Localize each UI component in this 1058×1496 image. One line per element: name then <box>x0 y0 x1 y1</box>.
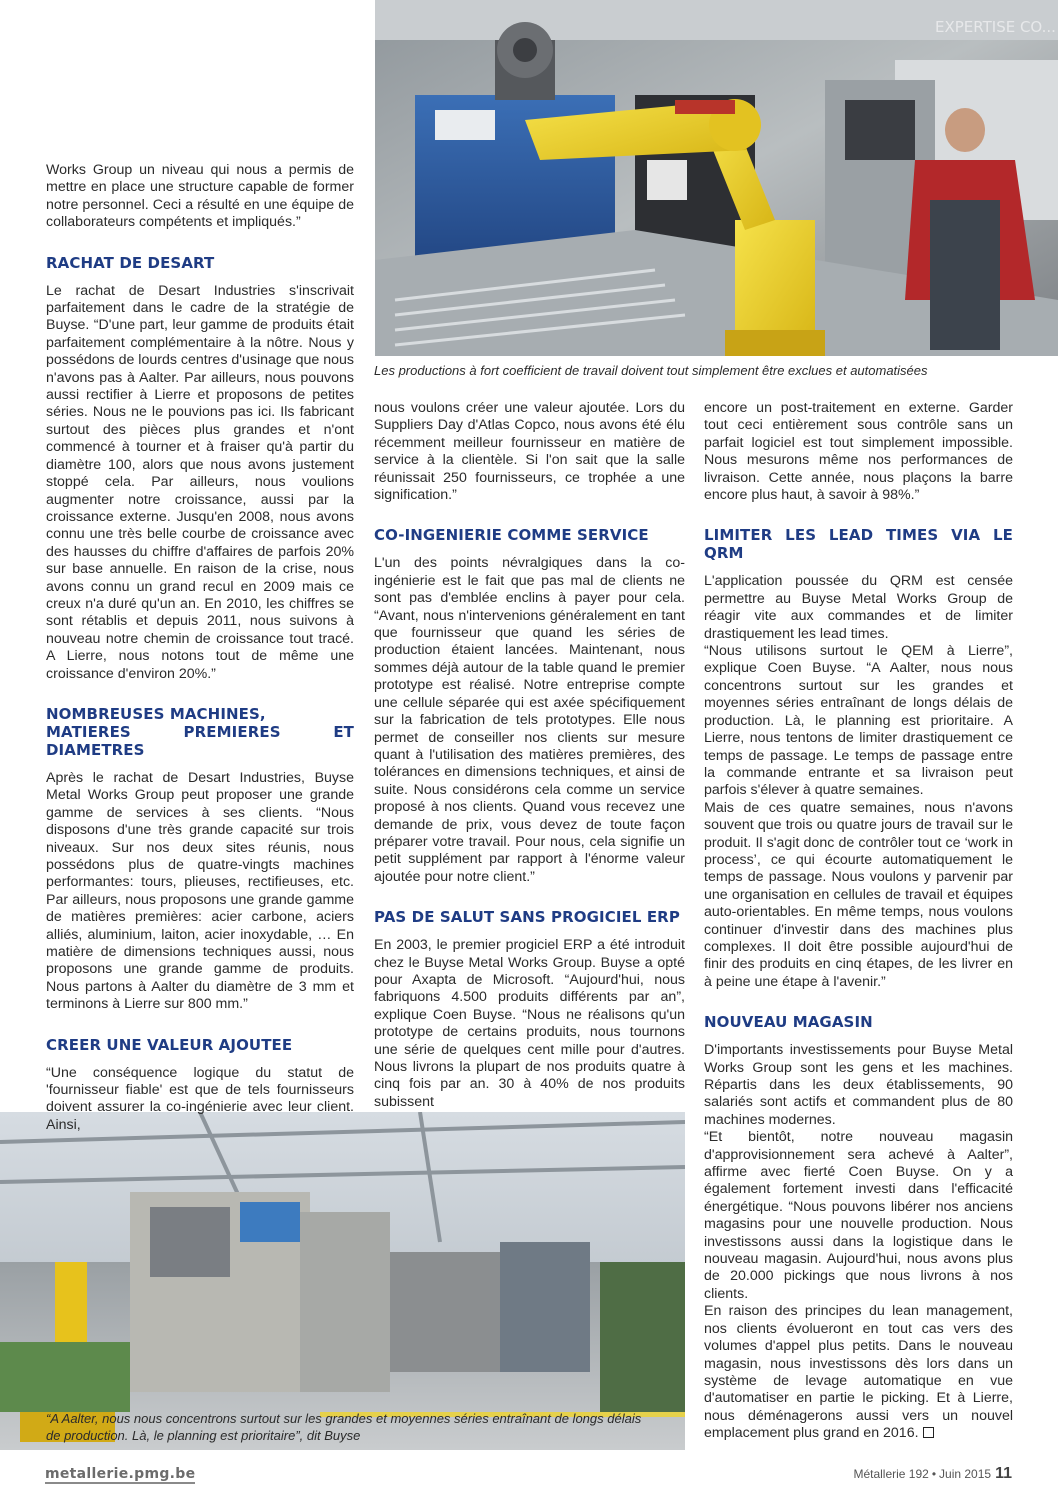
heading-rachat: RACHAT DE DESART <box>46 253 215 272</box>
col1-intro: Works Group un niveau qui nous a permis de mettre en place une structure capable de former notre personnel. Ceci a résulté en une équipe de collaborateurs compétents et impliqués.” <box>46 162 354 231</box>
heading-qrm: LIMITER LES LEAD TIMES VIA LE QRM <box>704 526 1013 563</box>
photo-overlay-text: EXPERTISE CO... <box>935 18 1056 36</box>
footer-magazine: Métallerie 192 <box>853 1467 929 1481</box>
page-number: 11 <box>995 1465 1012 1482</box>
heading-machines <box>46 705 354 759</box>
heading-machines-line1: NOMBREUSES MACHINES, <box>46 704 266 723</box>
col3-magasin-text-3-body: En raison des principes du lean management, nos clients évolueront en tout cas vers des volumes d'appel plus petits. Dans le nouveau magasin, nous investissons dès lors dans un système de levage automatique en vue d'automatiser en partie le picking. Et à Lierre, nous déménagerons aussi vers un nouvel emplacement plus grand en 2016. <box>704 1303 1013 1442</box>
col3-qrm-text-1: L'application poussée du QRM est censée permettre au Buyse Metal Works Group de réagir vite aux commandes et de limiter drastiquement les lead times. <box>704 573 1013 642</box>
footer-issue <box>853 1465 1012 1483</box>
bottom-photo-caption <box>46 1410 676 1444</box>
workshop-photo <box>0 1112 685 1450</box>
col3-magasin-text-3 <box>704 1303 1013 1442</box>
col2-coing-text: L'un des points névralgiques dans la co-ingénierie est le fait que pas mal de clients ne sont pas d'emblée enclins à payer pour cela. “Avant, nous n'intervenions généralement en tant que fournisseur que quand les séries de production étaient lancées. Maintenant, nous sommes déjà autour de la table quand le premier prototype est réalisé. Notre entreprise compte une cellule séparée qui est axée spécifiquement sur la fabrication de tels prototypes. Elle nous permet de conseiller nos clients sur mesure quant à l'utilisation des matières premières, des tolérances en dimensions techniques, et ainsi de suite. Nous considérons cela comme un service proposé à nos clients. Quand vous recevez une demande de prix, vous devez de toute façon préparer votre travail. Pour nous, cela signifie un petit supplément par rapport à l'énorme valeur ajoutée pour notre client.” <box>374 555 685 885</box>
heading-machines-line2: MATIERES PREMIERES ET DIAMETRES <box>46 722 354 759</box>
col2-erp-text: En 2003, le premier progiciel ERP a été introduit chez le Buyse Metal Works Group. Buyse a opté pour Axapta de Microsoft. “Aujourd'hui, nous fabriquons 4.500 produits différents par an”, explique Coen Buyse. “Nous ne réalisons qu'un prototype de certains produits, nous tournons une série de quelques cent mille pour d'autres. Nous livrons la plupart de nos produits quatre à cinq fois par an. 30 à 40% de nos produits subissent <box>374 937 685 1110</box>
heading-valeur: CREER UNE VALEUR AJOUTEE <box>46 1035 293 1054</box>
col1-machines-text: Après le rachat de Desart Industries, Buyse Metal Works Group peut proposer une grande gamme de services à ses clients. “Nous disposons d'une très grande capacité sur trois niveaux. Sur nos deux sites réunis, nous possédons plus de quatre-vingts machines performantes: tours, plieuses, rectifieuses, etc. Par ailleurs, nous proposons une grande gamme de matières premières: acier carbone, aciers alliés, aluminium, laiton, acier inoxydable, … En matière de dimensions techniques aussi, nous proposons une grande gamme de produits. Nous partons à Aalter du diamètre de 3 mm et terminons à Lierre sur 800 mm.” <box>46 769 354 1013</box>
column-1 <box>46 162 354 1134</box>
col3-qrm-text-2: “Nous utilisons surtout le QEM à Lierre”, explique Coen Buyse. “A Aalter, nous nous concentrons surtout sur les grandes et moyennes séries entraînant de longs délais de production. Là, le planning est prioritaire. A Lierre, nous tentons de limiter drastiquement ce temps de passage. Le temps de passage entre la commande entrante et sa livraison peut parfois s'élever à quatre semaines. <box>704 643 1013 799</box>
col1-rachat-text: Le rachat de Desart Industries s'inscrivait parfaitement dans le cadre de la stratégie de Buyse. “D'une part, leur gamme de produits était parfaitement complémentaire à la nôtre. Nous y possédons de lourds centres d'usinage que nous n'avons pas à Aalter. Par ailleurs, nous pouvons aussi rectifier à Lierre et proposons de petites séries. Nous ne le pouvions pas ici. Ils fabricant surtout des pièces plus grandes et n'ont commencé à tourner et à fraiser qu'à partir du diamètre 100, alors que nous avons justement stoppé cela. Par ailleurs, nous voulions augmenter notre croissance, aussi par la croissance externe. Jusqu'en 2008, nous avons connu une très belle courbe de croissance avec des hausses du chiffre d'affaires de parfois 20% sur base annuelle. En raison de la crise, nous avons connu un grand recul en 2009 mais ce creux n'a duré qu'un an. En 2010, les chiffres se sont rétablis et depuis 2011, nous suivons à nouveau notre chemin de croissance tout tracé. A Lierre, nous notons tout de même une croissance d'environ 20%.” <box>46 282 354 682</box>
heading-erp: PAS DE SALUT SANS PROGICIEL ERP <box>374 908 680 927</box>
bottom-caption-line1: “A Aalter, nous nous concentrons surtout sur les grandes et moyennes séries entraînant de longs délais <box>46 1411 642 1426</box>
bottom-caption-line2: de production. Là, le planning est prioritaire”, dit Buyse <box>46 1428 361 1443</box>
heading-magasin: NOUVEAU MAGASIN <box>704 1013 873 1032</box>
robot-photo <box>375 0 1058 356</box>
col3-qrm-text-3: Mais de ces quatre semaines, nous n'avons souvent que trois ou quatre jours de travail sur le produit. Il s'agit donc de contrôler tout ce ‘work in process’, ce qui écourte automatiquement le temps de passage. Nous voulons y parvenir par une organisation en cellules de travail et équipes auto-orientables. En même temps, nous voulons continuer d'investir dans des machines plus complexes. Il doit être possible aujourd'hui de finir des produits en cinq étapes, de les livrer en à peine une étape à l'avenir.” <box>704 799 1013 990</box>
col3-magasin-text-2: “Et bientôt, notre nouveau magasin d'approvisionnement sera achevé à Aalter”, affirme avec fierté Coen Buyse. On y a également fortement investi dans l'efficacité énergétique. “Nous pouvons libérer nos anciens magasins pour une nouvelle production. Nous investissons aussi dans la logistique dans le nouveau magasin. Aujourd'hui, nous avons plus de 20.000 pickings que nous livrons à nos clients. <box>704 1129 1013 1302</box>
column-2 <box>374 400 685 1111</box>
col1-valeur-text: “Une conséquence logique du statut de 'fournisseur fiable' est que de tels fournisseurs doivent assurer la co-ingénierie avec leur client. Ainsi, <box>46 1064 354 1133</box>
footer-bullet: • <box>931 1467 937 1481</box>
col2-cont-text: nous voulons créer une valeur ajoutée. Lors du Suppliers Day d'Atlas Copco, nous avons été élu récemment meilleur fournisseur en matière de service à la clientèle. Si l'on sait que la salle réunissait 250 fournisseurs, ce trophée a une signification.” <box>374 400 685 504</box>
workshop-machines-photo-icon <box>0 1112 685 1450</box>
heading-coingenierie: CO-INGENIERIE COMME SERVICE <box>374 526 649 545</box>
end-of-article-icon <box>923 1427 934 1438</box>
column-3 <box>704 400 1013 1443</box>
footer-date: Juin 2015 <box>939 1467 992 1481</box>
col3-magasin-text-1: D'importants investissements pour Buyse Metal Works Group sont les gens et les machines. Répartis dans les deux établissements, 90 salariés sont actifs et commandent plus de 80 machines modernes. <box>704 1042 1013 1128</box>
col3-cont-text: encore un post-traitement en externe. Garder tout ceci entièrement sous contrôle sans un parfait logiciel est tout simplement impossible. Nous mesurons même nos performances de livraison. Cette année, nous plaçons la barre encore plus haut, à savoir à 98%.” <box>704 400 1013 504</box>
footer-website[interactable]: metallerie.pmg.be <box>45 1466 196 1482</box>
top-photo-caption: Les productions à fort coefficient de travail doivent tout simplement être exclues et automatisées <box>374 363 928 378</box>
industrial-robot-photo-icon <box>375 0 1058 356</box>
